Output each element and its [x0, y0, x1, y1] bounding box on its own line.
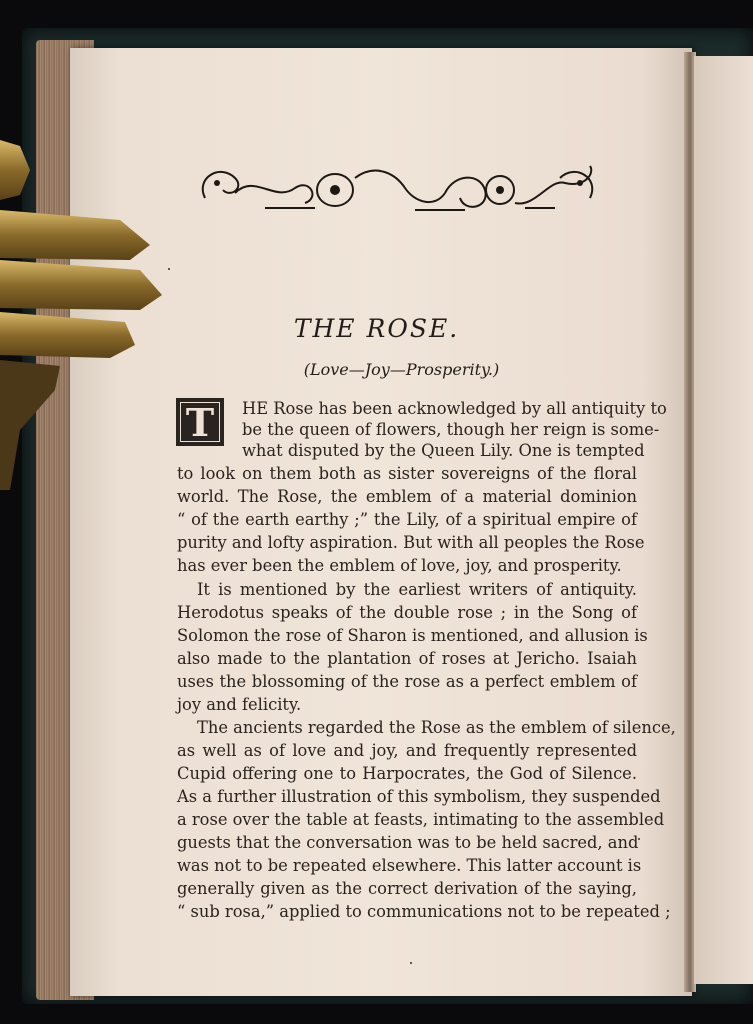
paper-speck — [168, 268, 170, 270]
text-line: generally given as the correct derivation of the saying, — [177, 879, 637, 898]
text-line: As a further illustration of this symbolism, they suspended — [177, 787, 661, 806]
ornamental-headpiece-icon — [195, 158, 600, 220]
text-line: world. The Rose, the emblem of a material dominion — [177, 487, 637, 506]
text-line: be the queen of flowers, though her reign is some- — [242, 420, 660, 439]
text-line: has ever been the emblem of love, joy, and prosperity. — [177, 556, 622, 575]
text-line: The ancients regarded the Rose as the emblem of silence, — [197, 718, 676, 737]
text-line: to look on them both as sister sovereigns of the floral — [177, 464, 637, 483]
paper-speck — [638, 838, 640, 840]
text-line: Herodotus speaks of the double rose ; in the Song of — [177, 603, 637, 622]
text-line: joy and felicity. — [177, 695, 302, 714]
text-line: guests that the conversation was to be held sacred, and — [177, 833, 639, 852]
text-line: HE Rose has been acknowledged by all antiquity to — [242, 399, 667, 418]
text-line: “ sub rosa,” applied to communications not to be repeated ; — [177, 902, 671, 921]
chapter-title: THE ROSE. — [293, 314, 460, 343]
text-line: Cupid offering one to Harpocrates, the God of Silence. — [177, 764, 637, 783]
right-page-edge — [694, 56, 753, 984]
chapter-subtitle: (Love—Joy—Prosperity.) — [303, 360, 500, 379]
text-line: as well as of love and joy, and frequently represented — [177, 741, 637, 760]
text-line: what disputed by the Queen Lily. One is tempted — [242, 441, 645, 460]
text-line: Solomon the rose of Sharon is mentioned, and allusion is — [177, 626, 648, 645]
text-line: “ of the earth earthy ;” the Lily, of a spiritual empire of — [177, 510, 637, 529]
text-line: a rose over the table at feasts, intimating to the assembled — [177, 810, 665, 829]
drop-cap: T — [176, 398, 224, 446]
text-line: was not to be repeated elsewhere. This latter account is — [177, 856, 642, 875]
text-line: purity and lofty aspiration. But with all peoples the Rose — [177, 533, 645, 552]
text-line: also made to the plantation of roses at Jericho. Isaiah — [177, 649, 637, 668]
paper-speck — [410, 962, 412, 964]
text-line: uses the blossoming of the rose as a perfect emblem of — [177, 672, 637, 691]
text-line: It is mentioned by the earliest writers of antiquity. — [197, 580, 637, 599]
